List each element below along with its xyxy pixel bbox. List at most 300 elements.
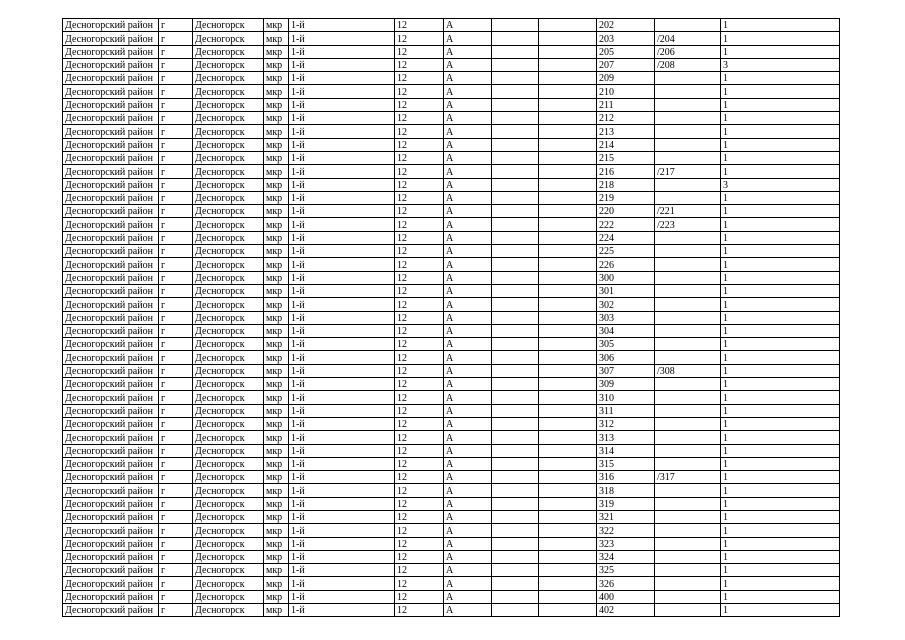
cell-area-type: мкр xyxy=(264,205,289,218)
cell-extra-2 xyxy=(539,431,597,444)
table-row xyxy=(63,604,840,617)
cell-count: 1 xyxy=(721,98,840,111)
cell-building: А xyxy=(444,564,492,577)
table-row xyxy=(63,590,840,603)
cell-apartment: 303 xyxy=(597,311,655,324)
cell-settlement-type: г xyxy=(159,417,193,430)
cell-area: 1-й xyxy=(289,191,395,204)
cell-apartment-joined xyxy=(655,231,721,244)
cell-district: Десногорский район xyxy=(63,577,159,590)
cell-building: А xyxy=(444,258,492,271)
cell-apartment-joined xyxy=(655,178,721,191)
cell-district: Десногорский район xyxy=(63,112,159,125)
cell-house: 12 xyxy=(395,351,444,364)
cell-district: Десногорский район xyxy=(63,510,159,523)
cell-extra-1 xyxy=(492,417,539,430)
cell-settlement: Десногорск xyxy=(193,338,264,351)
cell-extra-1 xyxy=(492,151,539,164)
cell-house: 12 xyxy=(395,577,444,590)
cell-house: 12 xyxy=(395,404,444,417)
cell-apartment-joined xyxy=(655,112,721,125)
cell-apartment: 400 xyxy=(597,590,655,603)
cell-apartment-joined xyxy=(655,298,721,311)
cell-apartment-joined xyxy=(655,191,721,204)
cell-extra-1 xyxy=(492,191,539,204)
cell-district: Десногорский район xyxy=(63,19,159,32)
cell-building: А xyxy=(444,165,492,178)
table-row xyxy=(63,32,840,45)
cell-district: Десногорский район xyxy=(63,191,159,204)
cell-apartment: 305 xyxy=(597,338,655,351)
cell-area: 1-й xyxy=(289,311,395,324)
cell-settlement-type: г xyxy=(159,32,193,45)
cell-district: Десногорский район xyxy=(63,178,159,191)
cell-apartment-joined xyxy=(655,431,721,444)
cell-area-type: мкр xyxy=(264,112,289,125)
cell-settlement: Десногорск xyxy=(193,245,264,258)
cell-settlement-type: г xyxy=(159,564,193,577)
cell-settlement-type: г xyxy=(159,510,193,523)
cell-extra-2 xyxy=(539,524,597,537)
cell-district: Десногорский район xyxy=(63,604,159,617)
cell-extra-2 xyxy=(539,205,597,218)
cell-settlement: Десногорск xyxy=(193,391,264,404)
table-row xyxy=(63,431,840,444)
cell-count: 1 xyxy=(721,364,840,377)
cell-count: 1 xyxy=(721,391,840,404)
cell-settlement-type: г xyxy=(159,258,193,271)
cell-area: 1-й xyxy=(289,550,395,563)
cell-apartment-joined xyxy=(655,590,721,603)
cell-house: 12 xyxy=(395,431,444,444)
cell-building: А xyxy=(444,471,492,484)
cell-settlement: Десногорск xyxy=(193,125,264,138)
cell-extra-1 xyxy=(492,378,539,391)
cell-count: 1 xyxy=(721,72,840,85)
table-row xyxy=(63,271,840,284)
table-row xyxy=(63,457,840,470)
cell-area: 1-й xyxy=(289,497,395,510)
cell-house: 12 xyxy=(395,245,444,258)
cell-area-type: мкр xyxy=(264,604,289,617)
cell-count: 1 xyxy=(721,510,840,523)
cell-apartment-joined xyxy=(655,417,721,430)
cell-settlement-type: г xyxy=(159,497,193,510)
cell-area: 1-й xyxy=(289,231,395,244)
cell-district: Десногорский район xyxy=(63,218,159,231)
cell-district: Десногорский район xyxy=(63,58,159,71)
cell-area: 1-й xyxy=(289,98,395,111)
cell-area: 1-й xyxy=(289,72,395,85)
cell-apartment-joined xyxy=(655,404,721,417)
cell-district: Десногорский район xyxy=(63,271,159,284)
cell-settlement: Десногорск xyxy=(193,378,264,391)
cell-settlement: Десногорск xyxy=(193,45,264,58)
cell-area-type: мкр xyxy=(264,85,289,98)
cell-house: 12 xyxy=(395,324,444,337)
cell-district: Десногорский район xyxy=(63,72,159,85)
cell-house: 12 xyxy=(395,510,444,523)
cell-apartment-joined: /308 xyxy=(655,364,721,377)
table-row xyxy=(63,537,840,550)
cell-area-type: мкр xyxy=(264,245,289,258)
cell-extra-2 xyxy=(539,537,597,550)
cell-settlement-type: г xyxy=(159,378,193,391)
cell-area-type: мкр xyxy=(264,391,289,404)
cell-apartment: 222 xyxy=(597,218,655,231)
cell-settlement: Десногорск xyxy=(193,590,264,603)
cell-extra-2 xyxy=(539,378,597,391)
cell-extra-1 xyxy=(492,324,539,337)
cell-extra-2 xyxy=(539,58,597,71)
cell-settlement-type: г xyxy=(159,457,193,470)
cell-apartment: 321 xyxy=(597,510,655,523)
cell-settlement-type: г xyxy=(159,364,193,377)
cell-area: 1-й xyxy=(289,484,395,497)
cell-count: 1 xyxy=(721,32,840,45)
cell-count: 1 xyxy=(721,497,840,510)
cell-extra-1 xyxy=(492,298,539,311)
cell-apartment: 214 xyxy=(597,138,655,151)
cell-apartment: 312 xyxy=(597,417,655,430)
cell-house: 12 xyxy=(395,85,444,98)
cell-extra-1 xyxy=(492,391,539,404)
cell-house: 12 xyxy=(395,151,444,164)
cell-extra-1 xyxy=(492,404,539,417)
cell-extra-1 xyxy=(492,550,539,563)
cell-count: 1 xyxy=(721,151,840,164)
cell-house: 12 xyxy=(395,550,444,563)
table-row xyxy=(63,338,840,351)
cell-area: 1-й xyxy=(289,564,395,577)
cell-area-type: мкр xyxy=(264,564,289,577)
table-row xyxy=(63,284,840,297)
cell-count: 1 xyxy=(721,191,840,204)
cell-area: 1-й xyxy=(289,271,395,284)
cell-apartment-joined xyxy=(655,378,721,391)
cell-area: 1-й xyxy=(289,364,395,377)
cell-district: Десногорский район xyxy=(63,417,159,430)
cell-area: 1-й xyxy=(289,138,395,151)
table-row xyxy=(63,364,840,377)
cell-extra-1 xyxy=(492,564,539,577)
cell-extra-1 xyxy=(492,444,539,457)
cell-count: 1 xyxy=(721,112,840,125)
cell-settlement: Десногорск xyxy=(193,364,264,377)
cell-district: Десногорский район xyxy=(63,284,159,297)
cell-area: 1-й xyxy=(289,417,395,430)
table-row xyxy=(63,497,840,510)
cell-extra-1 xyxy=(492,577,539,590)
cell-area-type: мкр xyxy=(264,151,289,164)
cell-extra-2 xyxy=(539,550,597,563)
cell-house: 12 xyxy=(395,457,444,470)
cell-area: 1-й xyxy=(289,391,395,404)
cell-extra-1 xyxy=(492,457,539,470)
cell-settlement: Десногорск xyxy=(193,178,264,191)
cell-settlement-type: г xyxy=(159,604,193,617)
cell-apartment: 216 xyxy=(597,165,655,178)
cell-building: А xyxy=(444,311,492,324)
cell-apartment: 211 xyxy=(597,98,655,111)
cell-apartment-joined xyxy=(655,550,721,563)
cell-settlement-type: г xyxy=(159,245,193,258)
cell-apartment: 319 xyxy=(597,497,655,510)
table-row xyxy=(63,484,840,497)
cell-count: 1 xyxy=(721,471,840,484)
cell-area-type: мкр xyxy=(264,58,289,71)
cell-apartment-joined xyxy=(655,391,721,404)
cell-settlement-type: г xyxy=(159,577,193,590)
cell-district: Десногорский район xyxy=(63,45,159,58)
cell-district: Десногорский район xyxy=(63,258,159,271)
cell-house: 12 xyxy=(395,178,444,191)
cell-count: 1 xyxy=(721,537,840,550)
cell-area: 1-й xyxy=(289,58,395,71)
cell-building: А xyxy=(444,72,492,85)
cell-apartment: 203 xyxy=(597,32,655,45)
cell-district: Десногорский район xyxy=(63,98,159,111)
cell-district: Десногорский район xyxy=(63,378,159,391)
cell-settlement-type: г xyxy=(159,444,193,457)
cell-extra-2 xyxy=(539,590,597,603)
table-row xyxy=(63,471,840,484)
cell-settlement-type: г xyxy=(159,284,193,297)
cell-area-type: мкр xyxy=(264,484,289,497)
cell-area-type: мкр xyxy=(264,19,289,32)
cell-house: 12 xyxy=(395,271,444,284)
table-row xyxy=(63,378,840,391)
cell-count: 1 xyxy=(721,417,840,430)
cell-settlement-type: г xyxy=(159,191,193,204)
cell-area: 1-й xyxy=(289,165,395,178)
cell-count: 1 xyxy=(721,338,840,351)
cell-settlement-type: г xyxy=(159,324,193,337)
cell-settlement: Десногорск xyxy=(193,205,264,218)
cell-extra-2 xyxy=(539,564,597,577)
table-row xyxy=(63,524,840,537)
cell-house: 12 xyxy=(395,391,444,404)
cell-building: А xyxy=(444,178,492,191)
cell-extra-1 xyxy=(492,431,539,444)
cell-count: 1 xyxy=(721,205,840,218)
cell-house: 12 xyxy=(395,378,444,391)
cell-settlement: Десногорск xyxy=(193,138,264,151)
cell-area-type: мкр xyxy=(264,231,289,244)
cell-count: 1 xyxy=(721,45,840,58)
table-row xyxy=(63,404,840,417)
cell-apartment-joined: /208 xyxy=(655,58,721,71)
table-row xyxy=(63,324,840,337)
table-body xyxy=(63,19,840,617)
cell-area: 1-й xyxy=(289,524,395,537)
table-row xyxy=(63,45,840,58)
cell-area-type: мкр xyxy=(264,457,289,470)
cell-area-type: мкр xyxy=(264,138,289,151)
address-table xyxy=(62,18,840,617)
table-row xyxy=(63,138,840,151)
cell-extra-2 xyxy=(539,125,597,138)
table-row xyxy=(63,391,840,404)
cell-apartment: 313 xyxy=(597,431,655,444)
cell-building: А xyxy=(444,205,492,218)
cell-area: 1-й xyxy=(289,205,395,218)
cell-building: А xyxy=(444,457,492,470)
cell-extra-1 xyxy=(492,58,539,71)
cell-house: 12 xyxy=(395,72,444,85)
cell-area-type: мкр xyxy=(264,284,289,297)
cell-area-type: мкр xyxy=(264,271,289,284)
cell-extra-1 xyxy=(492,497,539,510)
cell-count: 1 xyxy=(721,138,840,151)
cell-apartment-joined: /204 xyxy=(655,32,721,45)
cell-apartment-joined xyxy=(655,510,721,523)
cell-area: 1-й xyxy=(289,258,395,271)
cell-settlement: Десногорск xyxy=(193,151,264,164)
table-row xyxy=(63,178,840,191)
cell-building: А xyxy=(444,112,492,125)
cell-extra-1 xyxy=(492,112,539,125)
cell-building: А xyxy=(444,218,492,231)
cell-count: 1 xyxy=(721,271,840,284)
cell-count: 1 xyxy=(721,19,840,32)
cell-house: 12 xyxy=(395,338,444,351)
cell-apartment-joined xyxy=(655,351,721,364)
cell-extra-1 xyxy=(492,138,539,151)
cell-house: 12 xyxy=(395,32,444,45)
cell-count: 1 xyxy=(721,604,840,617)
cell-apartment: 304 xyxy=(597,324,655,337)
cell-settlement: Десногорск xyxy=(193,457,264,470)
table-row xyxy=(63,564,840,577)
cell-district: Десногорский район xyxy=(63,550,159,563)
cell-house: 12 xyxy=(395,284,444,297)
cell-extra-2 xyxy=(539,231,597,244)
cell-district: Десногорский район xyxy=(63,298,159,311)
cell-count: 1 xyxy=(721,284,840,297)
cell-area: 1-й xyxy=(289,85,395,98)
cell-area: 1-й xyxy=(289,537,395,550)
cell-building: А xyxy=(444,351,492,364)
cell-house: 12 xyxy=(395,125,444,138)
cell-apartment: 210 xyxy=(597,85,655,98)
cell-building: А xyxy=(444,550,492,563)
cell-district: Десногорский район xyxy=(63,205,159,218)
cell-apartment: 322 xyxy=(597,524,655,537)
cell-extra-2 xyxy=(539,98,597,111)
cell-district: Десногорский район xyxy=(63,564,159,577)
cell-building: А xyxy=(444,85,492,98)
cell-extra-1 xyxy=(492,351,539,364)
table-row xyxy=(63,298,840,311)
cell-house: 12 xyxy=(395,471,444,484)
cell-settlement-type: г xyxy=(159,311,193,324)
cell-extra-2 xyxy=(539,138,597,151)
table-row xyxy=(63,125,840,138)
cell-building: А xyxy=(444,19,492,32)
cell-house: 12 xyxy=(395,364,444,377)
cell-extra-1 xyxy=(492,311,539,324)
cell-building: А xyxy=(444,604,492,617)
cell-settlement-type: г xyxy=(159,151,193,164)
cell-extra-1 xyxy=(492,178,539,191)
cell-extra-1 xyxy=(492,72,539,85)
cell-extra-2 xyxy=(539,577,597,590)
cell-extra-2 xyxy=(539,245,597,258)
cell-apartment: 314 xyxy=(597,444,655,457)
cell-settlement: Десногорск xyxy=(193,284,264,297)
cell-settlement-type: г xyxy=(159,205,193,218)
cell-settlement-type: г xyxy=(159,391,193,404)
cell-building: А xyxy=(444,364,492,377)
cell-settlement: Десногорск xyxy=(193,72,264,85)
cell-building: А xyxy=(444,537,492,550)
cell-building: А xyxy=(444,497,492,510)
cell-apartment-joined: /221 xyxy=(655,205,721,218)
cell-district: Десногорский район xyxy=(63,537,159,550)
cell-settlement: Десногорск xyxy=(193,444,264,457)
table-row xyxy=(63,218,840,231)
cell-count: 1 xyxy=(721,218,840,231)
cell-settlement: Десногорск xyxy=(193,165,264,178)
cell-apartment: 300 xyxy=(597,271,655,284)
table-row xyxy=(63,231,840,244)
cell-area-type: мкр xyxy=(264,191,289,204)
cell-settlement: Десногорск xyxy=(193,404,264,417)
cell-district: Десногорский район xyxy=(63,338,159,351)
cell-building: А xyxy=(444,590,492,603)
cell-settlement-type: г xyxy=(159,298,193,311)
cell-district: Десногорский район xyxy=(63,497,159,510)
cell-settlement-type: г xyxy=(159,471,193,484)
cell-extra-2 xyxy=(539,298,597,311)
cell-apartment: 318 xyxy=(597,484,655,497)
cell-settlement: Десногорск xyxy=(193,497,264,510)
cell-area-type: мкр xyxy=(264,218,289,231)
cell-area-type: мкр xyxy=(264,417,289,430)
cell-extra-1 xyxy=(492,604,539,617)
cell-area-type: мкр xyxy=(264,404,289,417)
cell-house: 12 xyxy=(395,258,444,271)
cell-settlement: Десногорск xyxy=(193,231,264,244)
cell-house: 12 xyxy=(395,444,444,457)
cell-area-type: мкр xyxy=(264,378,289,391)
cell-building: А xyxy=(444,298,492,311)
cell-apartment: 205 xyxy=(597,45,655,58)
cell-extra-2 xyxy=(539,604,597,617)
cell-area: 1-й xyxy=(289,324,395,337)
cell-extra-1 xyxy=(492,205,539,218)
cell-area: 1-й xyxy=(289,378,395,391)
cell-extra-2 xyxy=(539,484,597,497)
cell-settlement-type: г xyxy=(159,165,193,178)
cell-building: А xyxy=(444,510,492,523)
cell-building: А xyxy=(444,417,492,430)
cell-apartment: 212 xyxy=(597,112,655,125)
cell-area: 1-й xyxy=(289,471,395,484)
cell-building: А xyxy=(444,45,492,58)
cell-house: 12 xyxy=(395,524,444,537)
cell-apartment: 302 xyxy=(597,298,655,311)
cell-settlement: Десногорск xyxy=(193,324,264,337)
table-row xyxy=(63,245,840,258)
cell-building: А xyxy=(444,191,492,204)
cell-area-type: мкр xyxy=(264,298,289,311)
cell-area-type: мкр xyxy=(264,471,289,484)
cell-apartment-joined xyxy=(655,524,721,537)
cell-extra-1 xyxy=(492,125,539,138)
cell-apartment-joined: /206 xyxy=(655,45,721,58)
